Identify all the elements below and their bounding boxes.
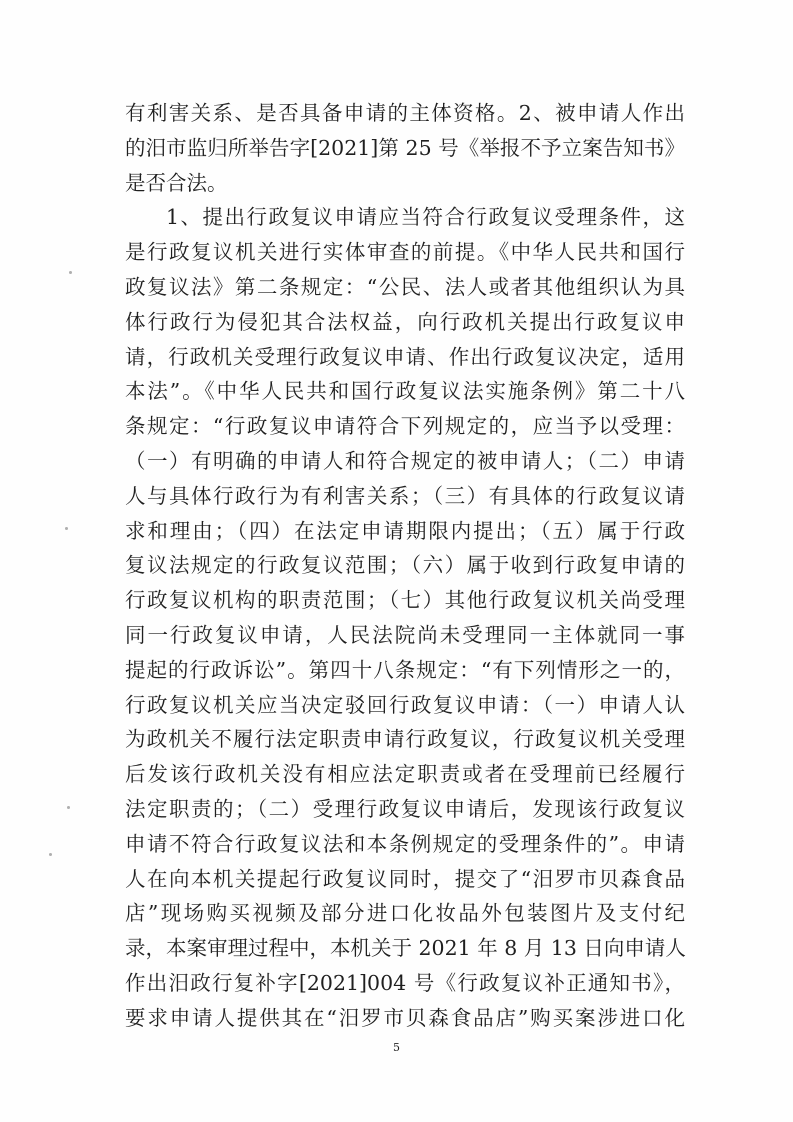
text-line: 本法”。《中华人民共和国行政复议法实施条例》第二十八: [125, 379, 685, 404]
text-line: 行政复议机构的职责范围；（七）其他行政复议机关尚受理: [125, 588, 685, 613]
document-body: [125, 96, 685, 1036]
text-line: 是否合法。: [125, 170, 228, 195]
text-line: 政复议法》第二条规定：“公民、法人或者其他组织认为具: [125, 274, 685, 299]
scan-speck: [69, 271, 72, 274]
text-line: 为政机关不履行法定职责申请行政复议，行政复议机关受理: [125, 727, 685, 752]
text-line: 同一行政复议申请，人民法院尚未受理同一主体就同一事: [125, 622, 685, 647]
paragraph-first-line: 1、提出行政复议申请应当符合行政复议受理条件，这: [166, 205, 685, 230]
text-line: 录，本案审理过程中，本机关于 2021 年 8 月 13 日向申请人: [125, 936, 686, 961]
text-line: 人与具体行政行为有利害关系；（三）有具体的行政复议请: [125, 483, 685, 508]
text-line: 要求申请人提供其在“汨罗市贝森食品店”购买案涉进口化: [125, 1005, 685, 1030]
scan-speck: [67, 806, 70, 809]
text-line: 人在向本机关提起行政复议同时，提交了“汨罗市贝森食品: [125, 866, 685, 891]
text-line: 请，行政机关受理行政复议申请、作出行政复议决定，适用: [125, 344, 685, 369]
text-line: 有利害关系、是否具备申请的主体资格。2、被申请人作出: [125, 101, 685, 125]
text-line: 行政复议机关应当决定驳回行政复议申请：（一）申请人认: [125, 692, 685, 717]
text-line: 体行政行为侵犯其合法权益，向行政机关提出行政复议申: [125, 309, 685, 334]
text-line: 的汨市监归所举告字[2021]第 25 号《举报不予立案告知书》: [125, 135, 685, 160]
text-line: 申请不符合行政复议法和本条例规定的受理条件的”。申请: [125, 831, 685, 856]
text-line: 是行政复议机关进行实体审查的前提。《中华人民共和国行: [125, 240, 685, 265]
text-line: 求和理由；（四）在法定申请期限内提出；（五）属于行政: [125, 518, 685, 543]
text-line: 复议法规定的行政复议范围；（六）属于收到行政复申请的: [125, 553, 685, 578]
text-line: 后发该行政机关没有相应法定职责或者在受理前已经履行: [125, 762, 685, 787]
scan-speck: [65, 527, 68, 530]
text-line: 条规定：“行政复议申请符合下列规定的，应当予以受理：: [125, 414, 685, 439]
scan-speck: [49, 853, 52, 856]
text-line: 店”现场购买视频及部分进口化妆品外包装图片及支付纪: [125, 901, 685, 926]
text-line: （一）有明确的申请人和符合规定的被申请人；（二）申请: [125, 448, 685, 473]
text-line: 法定职责的；（二）受理行政复议申请后，发现该行政复议: [125, 796, 685, 821]
text-line: 提起的行政诉讼”。第四十八条规定：“有下列情形之一的，: [125, 657, 685, 682]
text-line: 作出汨政行复补字[2021]004 号《行政复议补正通知书》，: [125, 970, 685, 995]
page-number: 5: [393, 1041, 400, 1054]
